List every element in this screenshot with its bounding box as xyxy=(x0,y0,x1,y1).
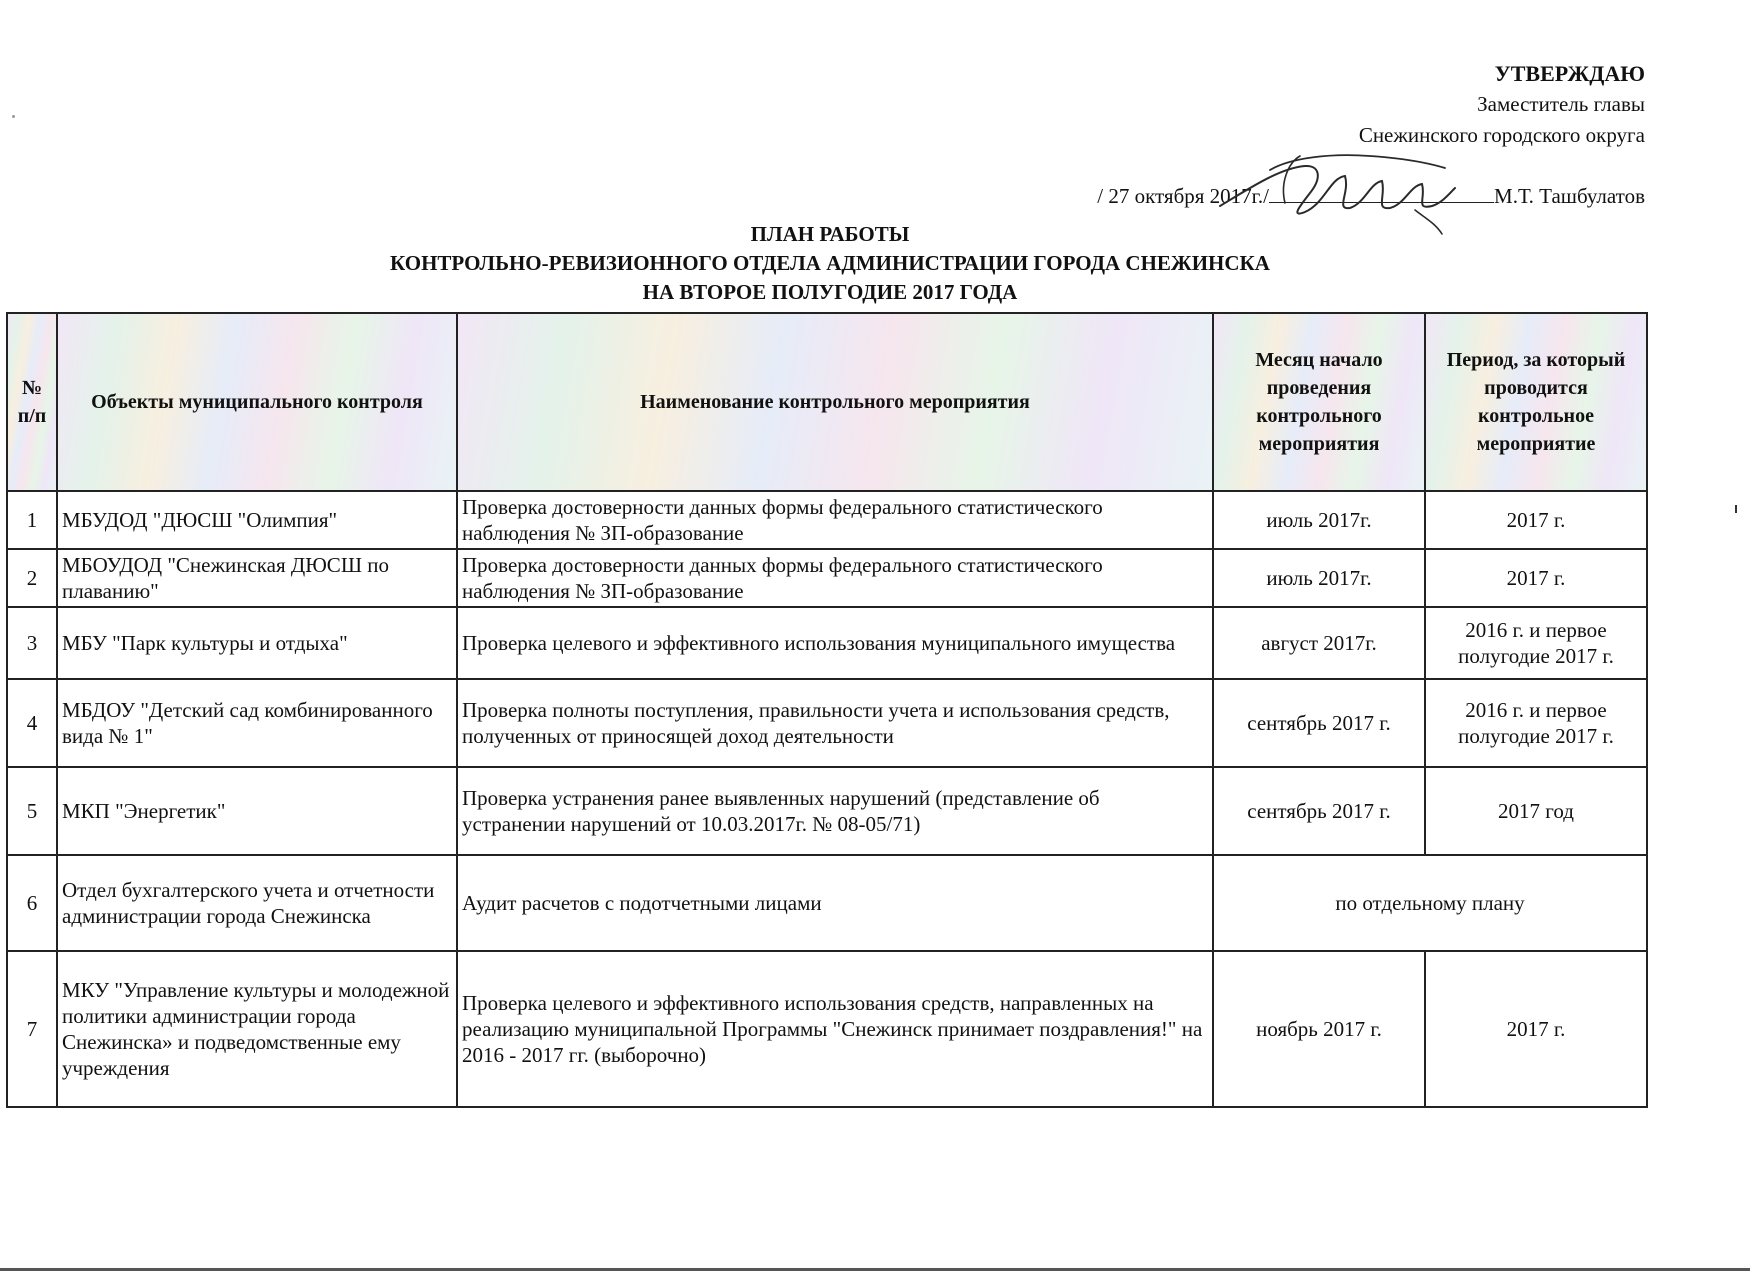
row-event: Проверка целевого и эффективного использования муниципального имущества xyxy=(457,607,1213,679)
table-row xyxy=(7,951,1647,1107)
row-num: 7 xyxy=(7,951,57,1107)
row-period: 2017 г. xyxy=(1425,491,1647,549)
header-month: Месяц начало проведения контрольного мероприятия xyxy=(1213,313,1425,491)
scan-smudge xyxy=(12,115,15,118)
row-num: 6 xyxy=(7,855,57,951)
row-period: 2017 год xyxy=(1425,767,1647,855)
row-period: 2017 г. xyxy=(1425,951,1647,1107)
row-month: сентябрь 2017 г. xyxy=(1213,679,1425,767)
row-num: 3 xyxy=(7,607,57,679)
row-object: МБУДОД "ДЮСШ "Олимпия" xyxy=(57,491,457,549)
header-object: Объекты муниципального контроля xyxy=(57,313,457,491)
approval-block xyxy=(1359,58,1645,151)
title-line2: КОНТРОЛЬНО-РЕВИЗИОННОГО ОТДЕЛА АДМИНИСТРАЦИИ ГОРОДА СНЕЖИНСКА xyxy=(390,251,1270,275)
row-month: июль 2017г. xyxy=(1213,491,1425,549)
row-num: 1 xyxy=(7,491,57,549)
header-period: Период, за который проводится контрольное мероприятие xyxy=(1425,313,1647,491)
row-object: МКУ "Управление культуры и молодежной политики администрации города Снежинска» и подведомственные ему учреждения xyxy=(57,951,457,1107)
row-object: МБОУДОД "Снежинская ДЮСШ по плаванию" xyxy=(57,549,457,607)
approval-heading: УТВЕРЖДАЮ xyxy=(1494,61,1645,86)
row-month: ноябрь 2017 г. xyxy=(1213,951,1425,1107)
row-month: август 2017г. xyxy=(1213,607,1425,679)
row-object: МБУ "Парк культуры и отдыха" xyxy=(57,607,457,679)
table-row xyxy=(7,607,1647,679)
approval-position-line2: Снежинского городского округа xyxy=(1358,123,1645,147)
title-line1: ПЛАН РАБОТЫ xyxy=(750,222,910,246)
row-object: Отдел бухгалтерского учета и отчетности администрации города Снежинска xyxy=(57,855,457,951)
row-period: 2017 г. xyxy=(1425,549,1647,607)
table-row xyxy=(7,679,1647,767)
work-plan-table xyxy=(6,312,1648,1108)
row-event: Аудит расчетов с подотчетными лицами xyxy=(457,855,1213,951)
row-event: Проверка полноты поступления, правильности учета и использования средств, полученных от приносящей доход деятельности xyxy=(457,679,1213,767)
table-row xyxy=(7,491,1647,549)
row-object: МБДОУ "Детский сад комбинированного вида № 1" xyxy=(57,679,457,767)
row-period: 2016 г. и первое полугодие 2017 г. xyxy=(1425,607,1647,679)
row-period: 2016 г. и первое полугодие 2017 г. xyxy=(1425,679,1647,767)
header-num: № п/п xyxy=(7,313,57,491)
scan-edge-mark xyxy=(1735,505,1737,513)
document-title xyxy=(0,220,1660,307)
header-event: Наименование контрольного мероприятия xyxy=(457,313,1213,491)
signatory-name: М.Т. Ташбулатов xyxy=(1494,184,1645,208)
row-month: сентябрь 2017 г. xyxy=(1213,767,1425,855)
row-merged-schedule: по отдельному плану xyxy=(1213,855,1647,951)
row-event: Проверка достоверности данных формы федерального статистического наблюдения № ЗП-образование xyxy=(457,491,1213,549)
page-bottom-edge xyxy=(0,1268,1750,1271)
table-header-row xyxy=(7,313,1647,491)
row-num: 4 xyxy=(7,679,57,767)
table-row xyxy=(7,549,1647,607)
approval-date: / 27 октября 2017г./ xyxy=(1097,184,1270,208)
row-event: Проверка устранения ранее выявленных нарушений (представление об устранении нарушений от 10.03.2017г. № 08-05/71) xyxy=(457,767,1213,855)
approval-position-line1: Заместитель главы xyxy=(1477,92,1645,116)
row-month: июль 2017г. xyxy=(1213,549,1425,607)
row-num: 5 xyxy=(7,767,57,855)
row-num: 2 xyxy=(7,549,57,607)
row-event: Проверка целевого и эффективного использования средств, направленных на реализацию муниципальной Программы "Снежинск принимает поздравления!" на 2016 - 2017 гг. (выборочно) xyxy=(457,951,1213,1107)
table-row xyxy=(7,767,1647,855)
row-object: МКП "Энергетик" xyxy=(57,767,457,855)
table-row xyxy=(7,855,1647,951)
row-event: Проверка достоверности данных формы федерального статистического наблюдения № ЗП-образование xyxy=(457,549,1213,607)
title-line3: НА ВТОРОЕ ПОЛУГОДИЕ 2017 ГОДА xyxy=(642,280,1018,304)
